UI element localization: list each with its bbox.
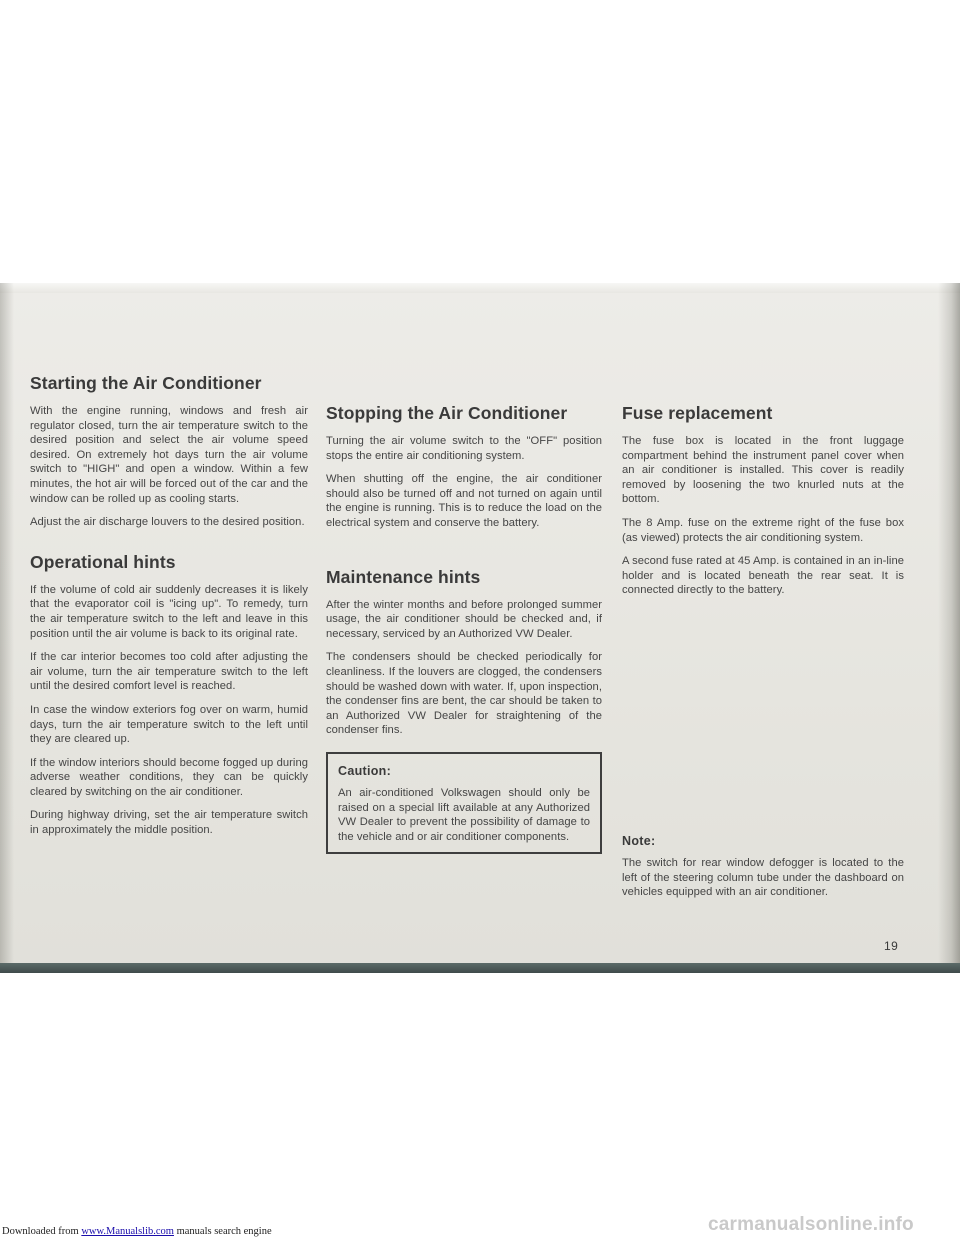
paragraph: During highway driving, set the air temperature switch in approximately the middle position.	[30, 809, 308, 837]
heading-fuse-replacement: Fuse replacement	[622, 403, 773, 423]
download-footer	[2, 1226, 272, 1237]
paragraph: In case the window exteriors fog over on warm, humid days, turn the air temperature switch to the left until they are cleared up.	[30, 703, 308, 746]
note-block	[622, 834, 904, 909]
paragraph: With the engine running, windows and fresh air regulator closed, turn the air temperature switch to the desired position and select the air volume speed desired. On extremely hot days turn the air volume switch to "HIGH" and open a window. Within a few minutes, the hot air will be forced out of the car and the window can be rolled up as cooling starts.	[30, 405, 308, 505]
paragraph: If the car interior becomes too cold after adjusting the air volume, turn the air temperature switch to the left until the desired comfort level is reached.	[30, 651, 308, 693]
note-title: Note:	[622, 834, 656, 848]
page-bottom-strip	[0, 963, 960, 973]
paragraph: The 8 Amp. fuse on the extreme right of the fuse box (as viewed) protects the air conditioning system.	[622, 516, 904, 544]
column-middle	[326, 402, 602, 854]
paragraph: A second fuse rated at 45 Amp. is contained in an in-line holder and is located beneath the rear seat. It is connected directly to the battery.	[622, 555, 904, 597]
page-number: 19	[884, 939, 899, 953]
note-text: The switch for rear window defogger is located to the left of the steering column tube under the dashboard on vehicles equipped with an air conditioner.	[622, 857, 904, 899]
footer-prefix: Downloaded from	[2, 1226, 82, 1237]
heading-starting-air-conditioner: Starting the Air Conditioner	[30, 373, 262, 393]
heading-stopping-air-conditioner: Stopping the Air Conditioner	[326, 403, 568, 423]
paragraph: After the winter months and before prolonged summer usage, the air conditioner should be checked and, if necessary, serviced by an Authorized VW Dealer.	[326, 598, 602, 640]
paragraph: Adjust the air discharge louvers to the desired position.	[30, 516, 305, 529]
paragraph: When shutting off the engine, the air conditioner should also be turned off and not turned on again until the engine is running. This is to reduce the load on the electrical system and conserve the battery.	[326, 473, 602, 529]
column-left	[30, 372, 308, 847]
heading-maintenance-hints: Maintenance hints	[326, 566, 481, 587]
paragraph: Turning the air volume switch to the "OFF" position stops the entire air conditioning system.	[326, 435, 602, 462]
column-right	[622, 402, 904, 607]
footer-suffix: manuals search engine	[173, 1226, 272, 1237]
paragraph: The fuse box is located in the front luggage compartment behind the instrument panel cover when an air conditioner is installed. This cover is readily removed by loosening the two knurled nuts at the bottom.	[622, 435, 904, 506]
paragraph: The condensers should be checked periodically for cleanliness. If the louvers are clogged, the condensers should be washed down with water. If, upon inspection, the condenser fins are bent, the car should be taken to an Authorized VW Dealer for straightening of the condenser fins.	[326, 651, 602, 737]
manualslib-link[interactable]: www.Manualslib.com	[81, 1226, 174, 1237]
page-right-shadow	[938, 283, 960, 963]
watermark-text: carmanualsonline.info	[708, 1214, 914, 1235]
heading-operational-hints: Operational hints	[30, 551, 176, 572]
caution-title: Caution:	[338, 763, 392, 778]
caution-text: An air-conditioned Volkswagen should only be raised on a special lift available at any Authorized VW Dealer to prevent the possibility of damage to the vehicle and or air conditioner components.	[338, 786, 590, 843]
page-top-edge	[0, 283, 960, 293]
page-left-shadow	[0, 283, 14, 963]
paragraph: If the window interiors should become fogged up during adverse weather conditions, they can be quickly cleared by switching on the air conditioner.	[30, 756, 308, 798]
paragraph: If the volume of cold air suddenly decreases it is likely that the evaporator coil is "icing up". To remedy, turn the air temperature switch to the left and leave in this position until the air volume is back to its original rate.	[30, 583, 308, 640]
caution-box	[326, 752, 602, 854]
